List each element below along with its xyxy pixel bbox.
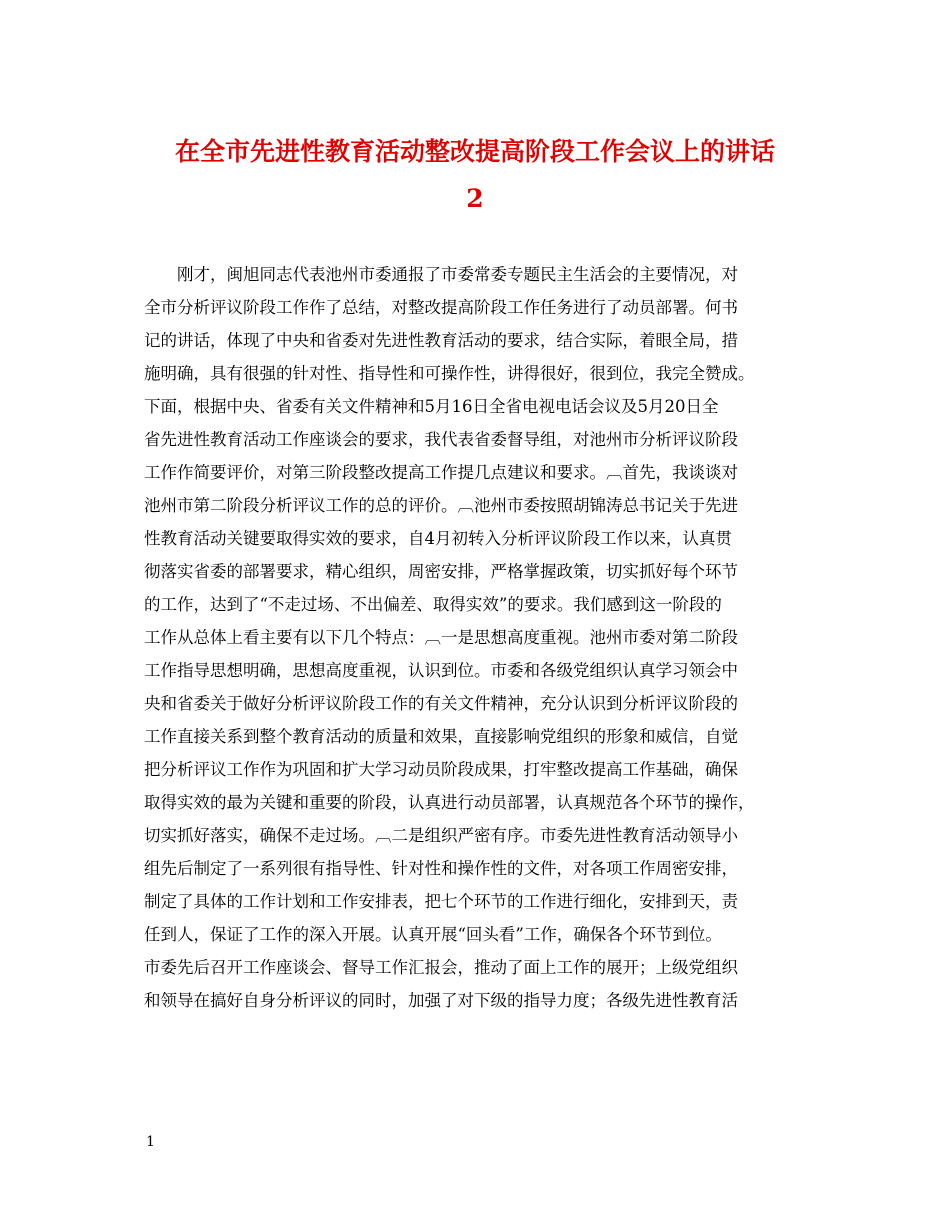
document-body xyxy=(144,258,824,1017)
body-text-line: 央和省委关于做好分析评议阶段工作的有关文件精神，充分认识到分析评议阶段的 xyxy=(144,694,738,713)
body-text-line: 施明确，具有很强的针对性、指导性和可操作性，讲得很好，很到位，我完全赞成。 xyxy=(144,364,755,383)
body-text-line: 和领导在搞好自身分析评议的同时，加强了对下级的指导力度；各级先进性教育活 xyxy=(144,991,738,1010)
body-text-line: 下面，根据中央、省委有关文件精神和5月16日全省电视电话会议及5月20日全 xyxy=(144,397,719,416)
document-title-continuation: 2 xyxy=(466,184,484,213)
body-text-line: 组先后制定了一系列很有指导性、针对性和操作性的文件，对各项工作周密安排， xyxy=(144,859,738,878)
body-text-line: 记的讲话，体现了中央和省委对先进性教育活动的要求，结合实际，着眼全局，措 xyxy=(144,331,738,350)
body-text-line: 任到人，保证了工作的深入开展。认真开展“回头看”工作，确保各个环节到位。 xyxy=(144,925,722,944)
body-text-line: 池州市第二阶段分析评议工作的总的评价。︹池州市委按照胡锦涛总书记关于先进 xyxy=(144,496,738,515)
body-text-line: 取得实效的最为关键和重要的阶段，认真进行动员部署，认真规范各个环节的操作， xyxy=(144,793,755,812)
body-text-line: 的工作，达到了“不走过场、不出偏差、取得实效”的要求。我们感到这一阶段的 xyxy=(144,595,722,614)
body-text-line: 把分析评议工作作为巩固和扩大学习动员阶段成果，打牢整改提高工作基础，确保 xyxy=(144,760,738,779)
document-title: 在全市先进性教育活动整改提高阶段工作会议上的讲话 xyxy=(174,137,775,166)
body-text-line: 刚才，闽旭同志代表池州市委通报了市委常委专题民主生活会的主要情况，对 xyxy=(177,265,738,284)
body-text-line: 工作从总体上看主要有以下几个特点：︹一是思想高度重视。池州市委对第二阶段 xyxy=(144,628,738,647)
body-text-line: 工作指导思想明确，思想高度重视，认识到位。市委和各级党组织认真学习领会中 xyxy=(144,661,738,680)
body-text-line: 性教育活动关键要取得实效的要求，自4月初转入分析评议阶段工作以来，认真贯 xyxy=(144,529,732,548)
page-number: 1 xyxy=(146,1134,155,1150)
body-text-line: 制定了具体的工作计划和工作安排表，把七个环节的工作进行细化，安排到天，责 xyxy=(144,892,738,911)
body-text-line: 市委先后召开工作座谈会、督导工作汇报会，推动了面上工作的展开；上级党组织 xyxy=(144,958,738,977)
body-text-line: 工作作简要评价，对第三阶段整改提高工作提几点建议和要求。︹首先，我谈谈对 xyxy=(144,463,738,482)
body-text-line: 全市分析评议阶段工作作了总结，对整改提高阶段工作任务进行了动员部署。何书 xyxy=(144,298,738,317)
body-text-line: 切实抓好落实，确保不走过场。︹二是组织严密有序。市委先进性教育活动领导小 xyxy=(144,826,738,845)
body-text-line: 省先进性教育活动工作座谈会的要求，我代表省委督导组，对池州市分析评议阶段 xyxy=(144,430,738,449)
body-text-line: 彻落实省委的部署要求，精心组织，周密安排，严格掌握政策，切实抓好每个环节 xyxy=(144,562,738,581)
body-text-line: 工作直接关系到整个教育活动的质量和效果，直接影响党组织的形象和威信，自觉 xyxy=(144,727,738,746)
